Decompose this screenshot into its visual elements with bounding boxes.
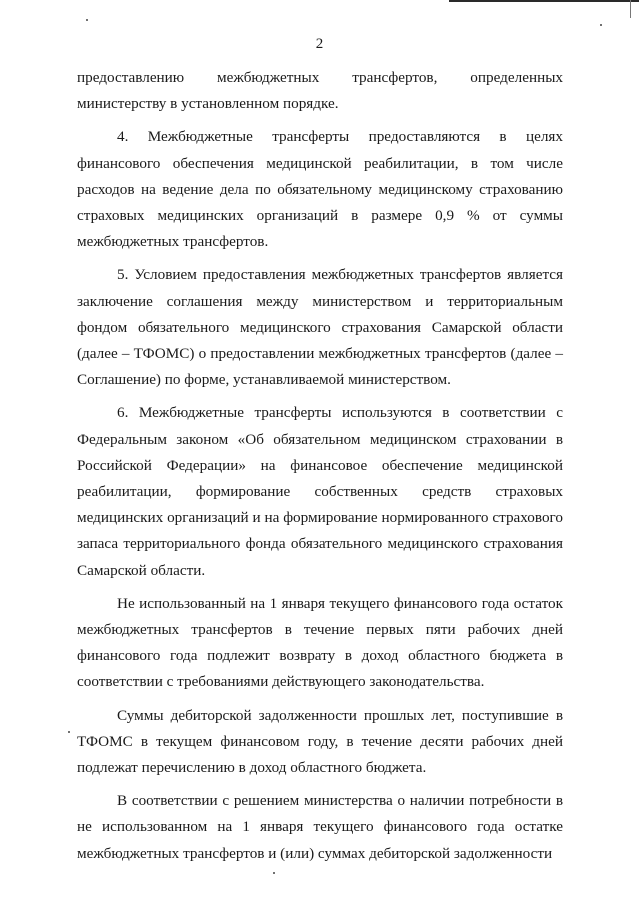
page-number: 2 (315, 36, 324, 52)
paragraph-continuation: предоставлению межбюджетных трансфертов, определенных министерству в установленном порядке. (77, 69, 563, 113)
scan-edge-mark (630, 0, 631, 18)
scan-speck (600, 24, 602, 26)
scan-edge-line (449, 0, 639, 2)
scan-speck (86, 19, 88, 21)
scan-speck (273, 872, 275, 874)
paragraph-item-4: 4. Межбюджетные трансферты предоставляются в целях финансового обеспечения медицинской реабилитации, в том числе расходов на ведение дела по обязательному медицинскому страхованию страховых медицинских организаций в размере 0,9 % от суммы межбюджетных трансфертов. (77, 128, 563, 251)
document-body (77, 65, 563, 867)
paragraph-receivables: Суммы дебиторской задолженности прошлых лет, поступившие в ТФОМС в текущем финансовом году, в течение десяти рабочих дней подлежат перечислению в доход областного бюджета. (77, 706, 563, 777)
paragraph-item-6: 6. Межбюджетные трансферты используются в соответствии с Федеральным законом «Об обязательном медицинском страховании в Российской Федерации» на финансовое обеспечение медицинской реабилитации, формирование собственных средств страховых медицинских организаций и на формирование нормированного страхового запаса территориального фонда обязательного медицинского страхования Самарской области. (77, 404, 563, 579)
paragraph-ministry-decision: В соответствии с решением министерства о наличии потребности в не использованном на 1 января текущего финансового года остатке межбюджетных трансфертов и (или) суммах дебиторской задолженности (77, 792, 563, 862)
scan-speck (68, 731, 70, 733)
paragraph-unused-balance: Не использованный на 1 января текущего финансового года остаток межбюджетных трансфертов в течение первых пяти рабочих дней финансового года подлежит возврату в доход областного бюджета в соответствии с требованиями действующего законодательства. (77, 594, 563, 691)
paragraph-item-5: 5. Условием предоставления межбюджетных трансфертов является заключение соглашения между министерством и территориальным фондом обязательного медицинского страхования Самарской области (далее – ТФОМС) о предоставлении межбюджетных трансфертов (далее – Соглашение) по форме, устанавливаемой министерством. (77, 266, 563, 389)
